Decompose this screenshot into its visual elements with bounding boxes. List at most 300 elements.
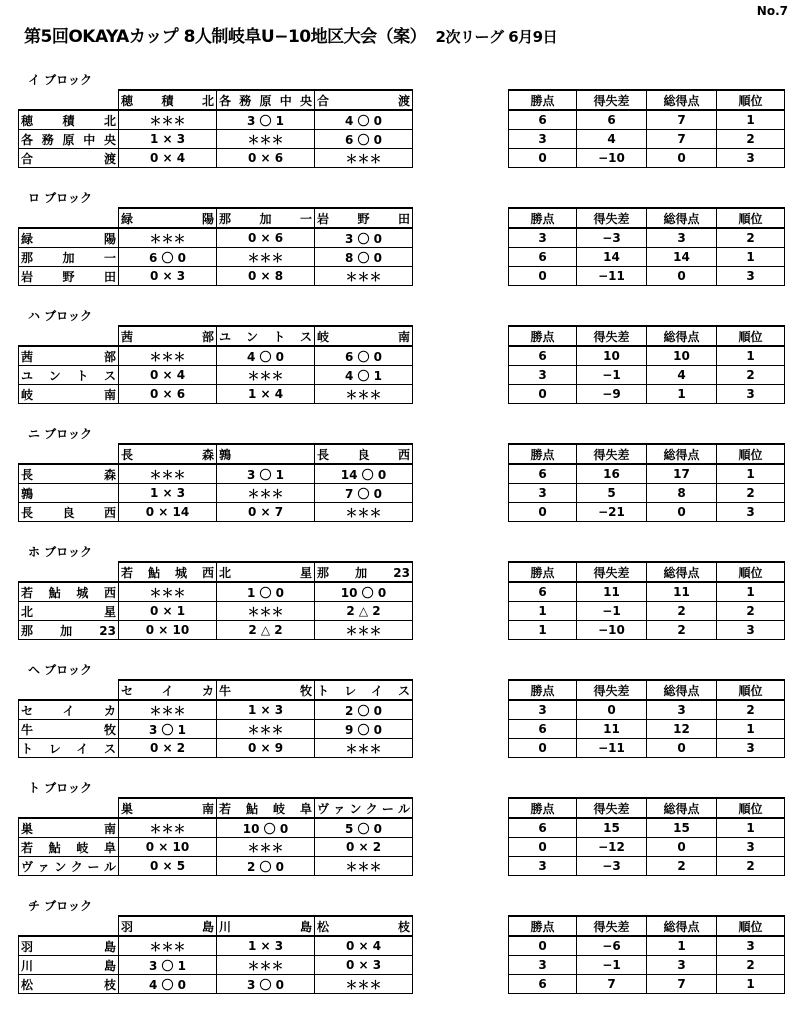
rank-cell: 3 [717, 503, 785, 522]
points-cell: 6 [509, 720, 577, 739]
spacer-cell [413, 798, 509, 818]
title-sub: 2次リーグ 6月9日 [435, 28, 558, 46]
spacer-cell [413, 228, 509, 248]
points-cell: 3 [509, 366, 577, 385]
goals-for-cell: 10 [647, 346, 717, 366]
goals-for-cell: 3 [647, 956, 717, 975]
points-cell: 6 [509, 248, 577, 267]
result-cell: 3 〇 0 [315, 228, 413, 248]
rank-cell: 2 [717, 602, 785, 621]
page-title [24, 22, 557, 47]
rank-cell: 2 [717, 484, 785, 503]
team-row [19, 366, 785, 385]
points-cell: 0 [509, 936, 577, 956]
header-row [19, 90, 785, 110]
rank-cell: 3 [717, 385, 785, 404]
spacer-cell [413, 582, 509, 602]
result-cell: 2 △ 2 [315, 602, 413, 621]
goals-for-cell: 2 [647, 621, 717, 640]
spacer-cell [413, 267, 509, 286]
spacer-cell [413, 90, 509, 110]
goals-for-cell: 11 [647, 582, 717, 602]
row-team-name: 若鮎城西 [19, 582, 119, 602]
rank-cell: 3 [717, 936, 785, 956]
league-block [18, 72, 784, 190]
result-cell: ＊＊＊ [119, 464, 217, 484]
column-team-name: 松枝 [315, 916, 413, 936]
team-row [19, 484, 785, 503]
result-cell: 2 〇 0 [315, 700, 413, 720]
result-cell: 0 × 10 [119, 621, 217, 640]
goals-for-cell: 12 [647, 720, 717, 739]
team-row [19, 149, 785, 168]
result-cell: 10 〇 0 [315, 582, 413, 602]
goal-diff-cell: −9 [577, 385, 647, 404]
result-cell: 0 × 1 [119, 602, 217, 621]
header-goal-diff: 得失差 [577, 562, 647, 582]
header-row [19, 562, 785, 582]
row-team-name: 鶉 [19, 484, 119, 503]
points-cell: 3 [509, 228, 577, 248]
team-row [19, 248, 785, 267]
team-row [19, 956, 785, 975]
team-row [19, 700, 785, 720]
column-team-name: 鶉 [217, 444, 315, 464]
header-rank: 順位 [717, 916, 785, 936]
result-cell: ＊＊＊ [217, 720, 315, 739]
header-rank: 順位 [717, 680, 785, 700]
result-cell: ＊＊＊ [217, 602, 315, 621]
column-team-name: 各務原中央 [217, 90, 315, 110]
goals-for-cell: 2 [647, 602, 717, 621]
league-block [18, 426, 784, 544]
column-team-name: セイカ [119, 680, 217, 700]
result-cell: 6 〇 0 [315, 130, 413, 149]
result-cell: 0 × 4 [119, 366, 217, 385]
row-team-name: 若鮎岐阜 [19, 838, 119, 857]
column-team-name: ユントス [217, 326, 315, 346]
points-cell: 3 [509, 700, 577, 720]
team-row [19, 936, 785, 956]
team-row [19, 346, 785, 366]
goal-diff-cell: −1 [577, 602, 647, 621]
spacer-cell [413, 110, 509, 130]
points-cell: 3 [509, 857, 577, 876]
goals-for-cell: 7 [647, 130, 717, 149]
goals-for-cell: 0 [647, 503, 717, 522]
header-rank: 順位 [717, 798, 785, 818]
result-cell: 8 〇 0 [315, 248, 413, 267]
points-cell: 1 [509, 621, 577, 640]
goal-diff-cell: 6 [577, 110, 647, 130]
header-goal-diff: 得失差 [577, 326, 647, 346]
header-goal-diff: 得失差 [577, 798, 647, 818]
header-row [19, 916, 785, 936]
points-cell: 0 [509, 739, 577, 758]
team-row [19, 838, 785, 857]
header-goals-for: 総得点 [647, 680, 717, 700]
goal-diff-cell: 16 [577, 464, 647, 484]
corner-cell [19, 326, 119, 346]
goal-diff-cell: −12 [577, 838, 647, 857]
team-row [19, 464, 785, 484]
spacer-cell [413, 602, 509, 621]
result-cell: ＊＊＊ [315, 267, 413, 286]
goal-diff-cell: −10 [577, 621, 647, 640]
standings-table [18, 797, 785, 876]
goal-diff-cell: 11 [577, 720, 647, 739]
team-row [19, 503, 785, 522]
column-team-name: 合渡 [315, 90, 413, 110]
result-cell: 3 〇 1 [217, 464, 315, 484]
points-cell: 6 [509, 818, 577, 838]
goals-for-cell: 17 [647, 464, 717, 484]
header-points: 勝点 [509, 326, 577, 346]
points-cell: 0 [509, 149, 577, 168]
goal-diff-cell: −10 [577, 149, 647, 168]
header-goals-for: 総得点 [647, 916, 717, 936]
block-title: ニ ブロック [28, 427, 92, 441]
block-title: チ ブロック [28, 899, 92, 913]
result-cell: ＊＊＊ [315, 857, 413, 876]
standings-table [18, 207, 785, 286]
row-team-name: ヴァンクール [19, 857, 119, 876]
rank-cell: 3 [717, 149, 785, 168]
spacer-cell [413, 956, 509, 975]
rank-cell: 1 [717, 975, 785, 994]
goal-diff-cell: −1 [577, 956, 647, 975]
points-cell: 6 [509, 464, 577, 484]
header-rank: 順位 [717, 326, 785, 346]
result-cell: 0 × 5 [119, 857, 217, 876]
row-team-name: 羽島 [19, 936, 119, 956]
spacer-cell [413, 346, 509, 366]
rank-cell: 1 [717, 346, 785, 366]
result-cell: 0 × 2 [119, 739, 217, 758]
result-cell: ＊＊＊ [119, 936, 217, 956]
header-points: 勝点 [509, 680, 577, 700]
points-cell: 0 [509, 503, 577, 522]
header-goals-for: 総得点 [647, 444, 717, 464]
team-row [19, 267, 785, 286]
result-cell: ＊＊＊ [217, 366, 315, 385]
result-cell: ＊＊＊ [119, 346, 217, 366]
result-cell: 4 〇 0 [119, 975, 217, 994]
standings-table [18, 561, 785, 640]
standings-table [18, 915, 785, 994]
rank-cell: 1 [717, 110, 785, 130]
rank-cell: 2 [717, 366, 785, 385]
result-cell: 3 〇 1 [119, 956, 217, 975]
result-cell: 1 × 4 [217, 385, 315, 404]
title-main: 第5回OKAYAカップ 8人制岐阜U−10地区大会（案） [24, 27, 427, 47]
column-team-name: 長良西 [315, 444, 413, 464]
header-row [19, 680, 785, 700]
standings-table [18, 325, 785, 404]
result-cell: 0 × 3 [315, 956, 413, 975]
column-team-name: 岐南 [315, 326, 413, 346]
goals-for-cell: 7 [647, 110, 717, 130]
header-rank: 順位 [717, 562, 785, 582]
points-cell: 6 [509, 975, 577, 994]
spacer-cell [413, 621, 509, 640]
spacer-cell [413, 680, 509, 700]
result-cell: 6 〇 0 [119, 248, 217, 267]
team-row [19, 385, 785, 404]
result-cell: ＊＊＊ [119, 582, 217, 602]
row-team-name: ユントス [19, 366, 119, 385]
rank-cell: 1 [717, 464, 785, 484]
row-team-name: 緑陽 [19, 228, 119, 248]
team-row [19, 228, 785, 248]
league-block [18, 662, 784, 780]
header-row [19, 798, 785, 818]
result-cell: 1 × 3 [119, 130, 217, 149]
header-row [19, 208, 785, 228]
goals-for-cell: 15 [647, 818, 717, 838]
result-cell: ＊＊＊ [119, 700, 217, 720]
header-rank: 順位 [717, 90, 785, 110]
header-points: 勝点 [509, 798, 577, 818]
column-team-name: 茜部 [119, 326, 217, 346]
corner-cell [19, 444, 119, 464]
league-block [18, 780, 784, 898]
column-team-name: 緑陽 [119, 208, 217, 228]
result-cell: 4 〇 0 [315, 110, 413, 130]
goals-for-cell: 14 [647, 248, 717, 267]
header-row [19, 326, 785, 346]
goals-for-cell: 8 [647, 484, 717, 503]
rank-cell: 1 [717, 720, 785, 739]
points-cell: 3 [509, 484, 577, 503]
result-cell: 0 × 2 [315, 838, 413, 857]
row-team-name: セイカ [19, 700, 119, 720]
rank-cell: 3 [717, 621, 785, 640]
spacer-cell [413, 503, 509, 522]
result-cell: ＊＊＊ [217, 248, 315, 267]
goal-diff-cell: 10 [577, 346, 647, 366]
header-points: 勝点 [509, 208, 577, 228]
column-team-name: 川島 [217, 916, 315, 936]
result-cell: ＊＊＊ [217, 956, 315, 975]
spacer-cell [413, 366, 509, 385]
spacer-cell [413, 838, 509, 857]
spacer-cell [413, 975, 509, 994]
result-cell: 0 × 3 [119, 267, 217, 286]
result-cell: 0 × 10 [119, 838, 217, 857]
row-team-name: 岩野田 [19, 267, 119, 286]
result-cell: ＊＊＊ [119, 228, 217, 248]
goals-for-cell: 4 [647, 366, 717, 385]
spacer-cell [413, 248, 509, 267]
spacer-cell [413, 208, 509, 228]
points-cell: 3 [509, 130, 577, 149]
league-block [18, 544, 784, 662]
standings-table [18, 443, 785, 522]
result-cell: 4 〇 1 [315, 366, 413, 385]
result-cell: ＊＊＊ [315, 621, 413, 640]
header-goals-for: 総得点 [647, 562, 717, 582]
rank-cell: 2 [717, 700, 785, 720]
standings-table [18, 89, 785, 168]
column-team-name: ヴァンクール [315, 798, 413, 818]
result-cell: 1 × 3 [119, 484, 217, 503]
team-row [19, 739, 785, 758]
corner-cell [19, 90, 119, 110]
row-team-name: 長森 [19, 464, 119, 484]
block-title: ホ ブロック [28, 545, 92, 559]
rank-cell: 2 [717, 857, 785, 876]
spacer-cell [413, 739, 509, 758]
result-cell: ＊＊＊ [119, 110, 217, 130]
header-points: 勝点 [509, 916, 577, 936]
result-cell: ＊＊＊ [217, 484, 315, 503]
team-row [19, 602, 785, 621]
rank-cell: 3 [717, 838, 785, 857]
goal-diff-cell: 4 [577, 130, 647, 149]
result-cell: 4 〇 0 [217, 346, 315, 366]
result-cell: 0 × 14 [119, 503, 217, 522]
rank-cell: 2 [717, 956, 785, 975]
column-team-name: 牛牧 [217, 680, 315, 700]
goals-for-cell: 0 [647, 739, 717, 758]
goals-for-cell: 1 [647, 936, 717, 956]
result-cell: 0 × 7 [217, 503, 315, 522]
goal-diff-cell: −3 [577, 228, 647, 248]
result-cell: 10 〇 0 [217, 818, 315, 838]
result-cell: 9 〇 0 [315, 720, 413, 739]
goals-for-cell: 0 [647, 149, 717, 168]
header-rank: 順位 [717, 208, 785, 228]
row-team-name: 北星 [19, 602, 119, 621]
result-cell: 0 × 6 [217, 149, 315, 168]
goal-diff-cell: 14 [577, 248, 647, 267]
points-cell: 6 [509, 110, 577, 130]
goal-diff-cell: 0 [577, 700, 647, 720]
row-team-name: 那加一 [19, 248, 119, 267]
league-block [18, 190, 784, 308]
result-cell: 1 × 3 [217, 700, 315, 720]
goal-diff-cell: −1 [577, 366, 647, 385]
goals-for-cell: 2 [647, 857, 717, 876]
spacer-cell [413, 444, 509, 464]
points-cell: 1 [509, 602, 577, 621]
row-team-name: 松枝 [19, 975, 119, 994]
standings-table [18, 679, 785, 758]
row-team-name: トレイス [19, 739, 119, 758]
spacer-cell [413, 818, 509, 838]
row-team-name: 長良西 [19, 503, 119, 522]
header-goal-diff: 得失差 [577, 916, 647, 936]
column-team-name: 北星 [217, 562, 315, 582]
header-goal-diff: 得失差 [577, 680, 647, 700]
header-points: 勝点 [509, 444, 577, 464]
corner-cell [19, 916, 119, 936]
header-goals-for: 総得点 [647, 208, 717, 228]
column-team-name: 穂積北 [119, 90, 217, 110]
goal-diff-cell: −6 [577, 936, 647, 956]
column-team-name: 那加23 [315, 562, 413, 582]
column-team-name: 巣南 [119, 798, 217, 818]
block-title: イ ブロック [28, 73, 92, 87]
goal-diff-cell: 7 [577, 975, 647, 994]
spacer-cell [413, 562, 509, 582]
team-row [19, 975, 785, 994]
block-title: ロ ブロック [28, 191, 92, 205]
header-points: 勝点 [509, 562, 577, 582]
block-title: ト ブロック [28, 781, 92, 795]
header-goals-for: 総得点 [647, 90, 717, 110]
spacer-cell [413, 916, 509, 936]
spacer-cell [413, 484, 509, 503]
goals-for-cell: 1 [647, 385, 717, 404]
header-rank: 順位 [717, 444, 785, 464]
header-row [19, 444, 785, 464]
result-cell: 3 〇 1 [119, 720, 217, 739]
result-cell: ＊＊＊ [217, 130, 315, 149]
column-team-name: 那加一 [217, 208, 315, 228]
column-team-name: 若鮎岐阜 [217, 798, 315, 818]
spacer-cell [413, 936, 509, 956]
goal-diff-cell: −3 [577, 857, 647, 876]
points-cell: 0 [509, 385, 577, 404]
block-title: ヘ ブロック [28, 663, 92, 677]
goal-diff-cell: −11 [577, 739, 647, 758]
result-cell: 0 × 8 [217, 267, 315, 286]
result-cell: ＊＊＊ [217, 838, 315, 857]
result-cell: 0 × 9 [217, 739, 315, 758]
goals-for-cell: 0 [647, 838, 717, 857]
rank-cell: 2 [717, 130, 785, 149]
result-cell: 2 〇 0 [217, 857, 315, 876]
league-block [18, 308, 784, 426]
row-team-name: 那加23 [19, 621, 119, 640]
rank-cell: 2 [717, 228, 785, 248]
team-row [19, 110, 785, 130]
header-goal-diff: 得失差 [577, 90, 647, 110]
corner-cell [19, 798, 119, 818]
spacer-cell [413, 385, 509, 404]
column-team-name: トレイス [315, 680, 413, 700]
points-cell: 6 [509, 582, 577, 602]
result-cell: 1 〇 0 [217, 582, 315, 602]
spacer-cell [413, 464, 509, 484]
spacer-cell [413, 149, 509, 168]
blocks-container [18, 72, 784, 1016]
goals-for-cell: 3 [647, 700, 717, 720]
points-cell: 0 [509, 838, 577, 857]
points-cell: 0 [509, 267, 577, 286]
result-cell: 7 〇 0 [315, 484, 413, 503]
header-points: 勝点 [509, 90, 577, 110]
spacer-cell [413, 720, 509, 739]
page-number: No.7 [756, 4, 788, 18]
team-row [19, 720, 785, 739]
points-cell: 3 [509, 956, 577, 975]
result-cell: 6 〇 0 [315, 346, 413, 366]
goals-for-cell: 7 [647, 975, 717, 994]
goals-for-cell: 3 [647, 228, 717, 248]
result-cell: 0 × 6 [217, 228, 315, 248]
goal-diff-cell: −11 [577, 267, 647, 286]
spacer-cell [413, 130, 509, 149]
team-row [19, 857, 785, 876]
result-cell: ＊＊＊ [315, 739, 413, 758]
spacer-cell [413, 857, 509, 876]
spacer-cell [413, 326, 509, 346]
result-cell: 3 〇 0 [217, 975, 315, 994]
points-cell: 6 [509, 346, 577, 366]
